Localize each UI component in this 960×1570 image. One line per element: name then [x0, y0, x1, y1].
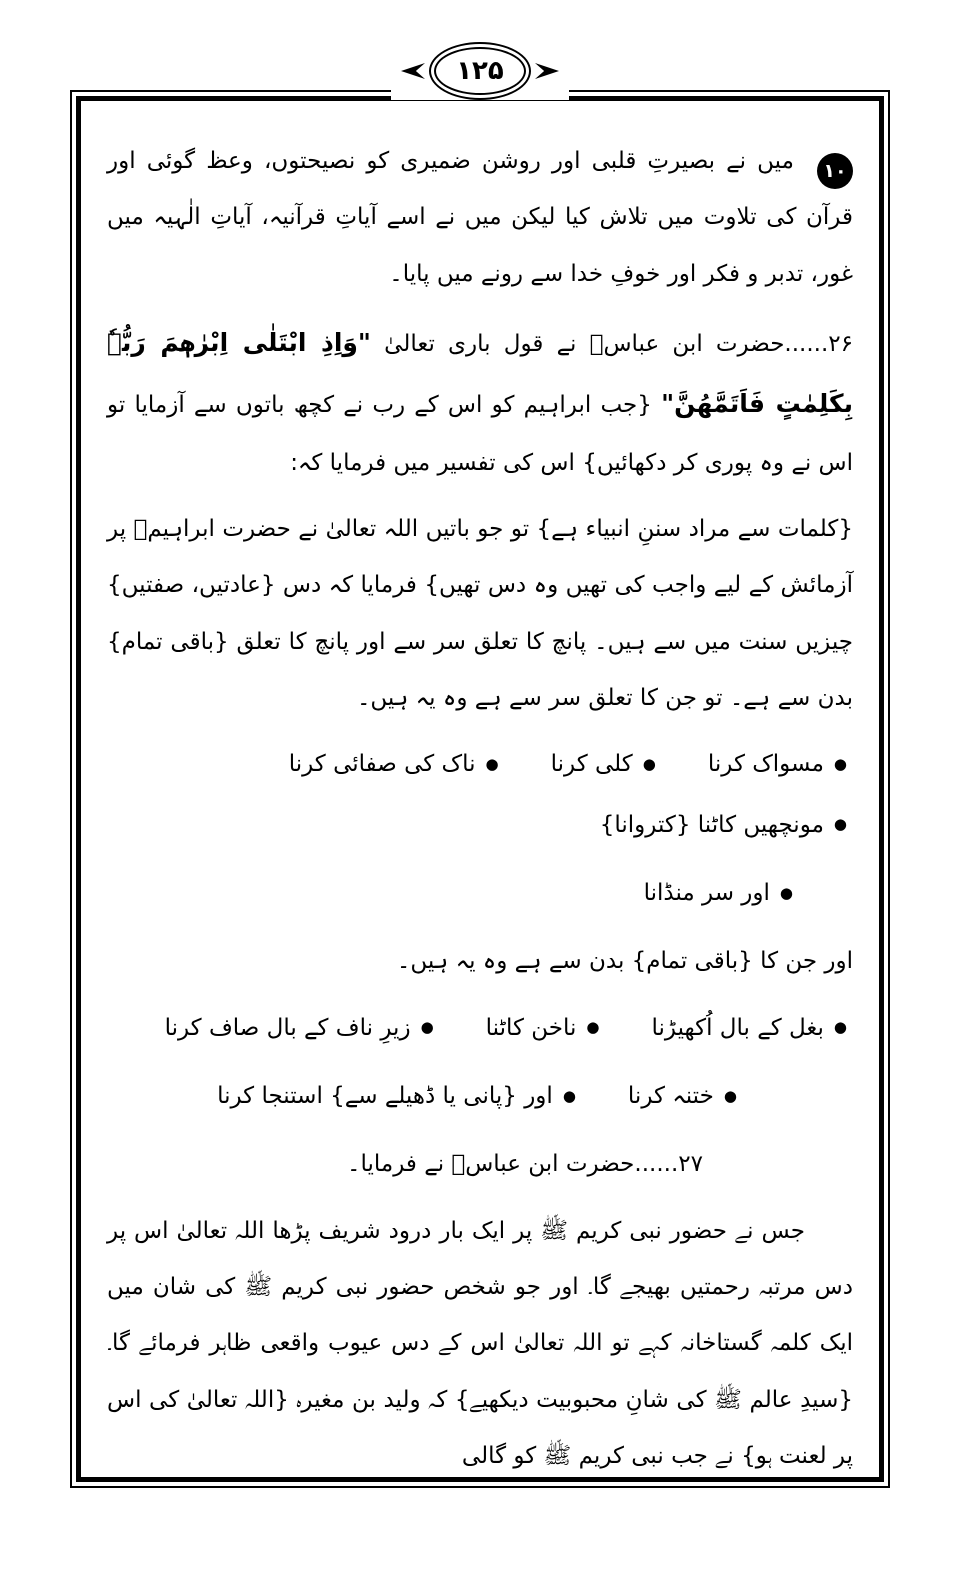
bullet-icon: ● — [723, 1086, 737, 1105]
bullet-icon: ● — [562, 1086, 576, 1105]
page-number-badge — [391, 42, 569, 100]
bullet-icon: ● — [779, 883, 793, 902]
paragraph-text: جس نے حضور نبی کریم ﷺ پر ایک بار درود شریف پڑھا اللہ تعالیٰ اس پر دس مرتبہ رحمتیں بھیجے گا۔ اور جو شخص حضور نبی کریم ﷺ کی شان میں ایک کلمہ گستاخانہ کہے تو اللہ تعالیٰ اس کے دس عیوب واقعی ظاہر فرمائے گا۔ {سیدِ عالم ﷺ کی شانِ محبوبیت دیکھیے} کہ ولید بن مغیرہ {اللہ تعالیٰ کی اس پر لعنت ہو} نے جب نبی کریم ﷺ کو گالی — [107, 1217, 853, 1470]
bullet-icon: ● — [642, 754, 656, 773]
page-border — [70, 90, 890, 1488]
head-sunnah-list-row-1 — [107, 736, 847, 853]
list-item — [289, 736, 499, 792]
hadith-number: ۲۷...... — [634, 1151, 703, 1178]
paragraph-body-list-heading — [107, 933, 853, 989]
list-item — [165, 1000, 434, 1056]
bullet-icon: ● — [833, 754, 847, 773]
list-item — [628, 1068, 737, 1124]
list-item — [217, 1068, 576, 1124]
quran-quote: "وَاِذِ ابْتَلٰی اِبْرٰھٖمَ رَبُّہٗ بِکَلِمٰتٍ فَاَتَمَّھُنَّ" — [107, 328, 853, 419]
page-number: ۱۲۵ — [456, 56, 504, 86]
body-sunnah-list-row-2 — [107, 1068, 847, 1124]
list-item — [644, 865, 793, 921]
list-item — [652, 1000, 847, 1056]
bullet-icon: ● — [485, 754, 499, 773]
paragraph-final — [107, 1203, 853, 1477]
paragraph-text: {کلمات سے مراد سننِ انبیاء ہے} تو جو باتیں اللہ تعالیٰ نے حضرت ابراہیمؑ پر آزمائش کے لیے واجب کی تھیں وہ دس تھیں} فرمایا کہ دس {عادتیں، صفتیں} چیزیں سنت میں سے ہیں۔ پانچ کا تعلق سر سے اور پانچ کا تعلق {باقی تمام} بدن سے ہے۔ تو جن کا تعلق سر سے ہے وہ یہ ہیں۔ — [107, 515, 853, 711]
list-item-label: اور سر منڈانا — [643, 879, 770, 906]
body-sunnah-list-row-1 — [107, 1000, 847, 1056]
list-item-label: مونچھیں کاٹنا {کتروانا} — [599, 811, 824, 838]
paragraph-hadith-27 — [107, 1136, 853, 1192]
bullet-icon: ● — [833, 1018, 847, 1037]
hadith-intro: حضرت ابن عباسؓ نے قول باری تعالیٰ — [370, 331, 785, 358]
list-item-label: کلی کرنا — [550, 751, 633, 778]
paragraph-text: میں نے بصیرتِ قلبی اور روشن ضمیری کو نصیحتوں، وعظ گوئی اور قرآن کی تلاوت میں تلاش کیا لیکن میں نے اسے آیاتِ قرآنیہ، آیاتِ الٰہیہ میں غور، تدبر و فکر اور خوفِ خدا سے رونے میں پایا۔ — [107, 148, 853, 287]
list-item-label: اور {پانی یا ڈھیلے سے} استنجا کرنا — [217, 1082, 553, 1109]
list-item-label: بغل کے بال اُکھیڑنا — [651, 1014, 824, 1041]
list-item — [600, 797, 847, 853]
list-item-label: ناک کی صفائی کرنا — [288, 751, 476, 778]
item-number-badge — [817, 153, 853, 189]
bullet-icon: ● — [586, 1018, 600, 1037]
bullet-icon: ● — [420, 1018, 434, 1037]
list-item-label: مسواک کرنا — [707, 751, 824, 778]
page-border-inner — [76, 96, 884, 1482]
hadith-translation: {جب ابراہیم کو اس کے رب نے کچھ باتوں سے آزمایا تو اس نے وہ پوری کر دکھائیں} اس کی تفسیر میں فرمایا کہ: — [107, 392, 853, 476]
paragraph-tafsir — [107, 501, 853, 726]
item-number: ۱۰ — [823, 160, 847, 182]
medallion-ornament-left-icon — [401, 63, 425, 79]
list-item-label: زیرِ ناف کے بال صاف کرنا — [164, 1014, 411, 1041]
paragraph-hadith-26 — [107, 312, 853, 491]
paragraph-item-10 — [107, 133, 853, 302]
paragraph-text: حضرت ابن عباسؓ نے فرمایا۔ — [347, 1151, 635, 1178]
page-number-oval — [429, 42, 531, 100]
list-item-label: ختنہ کرنا — [627, 1082, 714, 1109]
head-sunnah-list-row-2 — [107, 865, 847, 921]
page-content — [81, 101, 879, 1477]
page-number-oval-inner — [434, 47, 526, 95]
list-item — [708, 736, 847, 792]
bullet-icon: ● — [833, 815, 847, 834]
paragraph-text: اور جن کا {باقی تمام} بدن سے ہے وہ یہ ہیں۔ — [396, 948, 853, 975]
list-item-label: ناخن کاٹنا — [485, 1014, 577, 1041]
medallion-ornament-right-icon — [535, 63, 559, 79]
list-item — [551, 736, 656, 792]
list-item — [486, 1000, 600, 1056]
hadith-number: ۲۶...... — [784, 331, 854, 358]
